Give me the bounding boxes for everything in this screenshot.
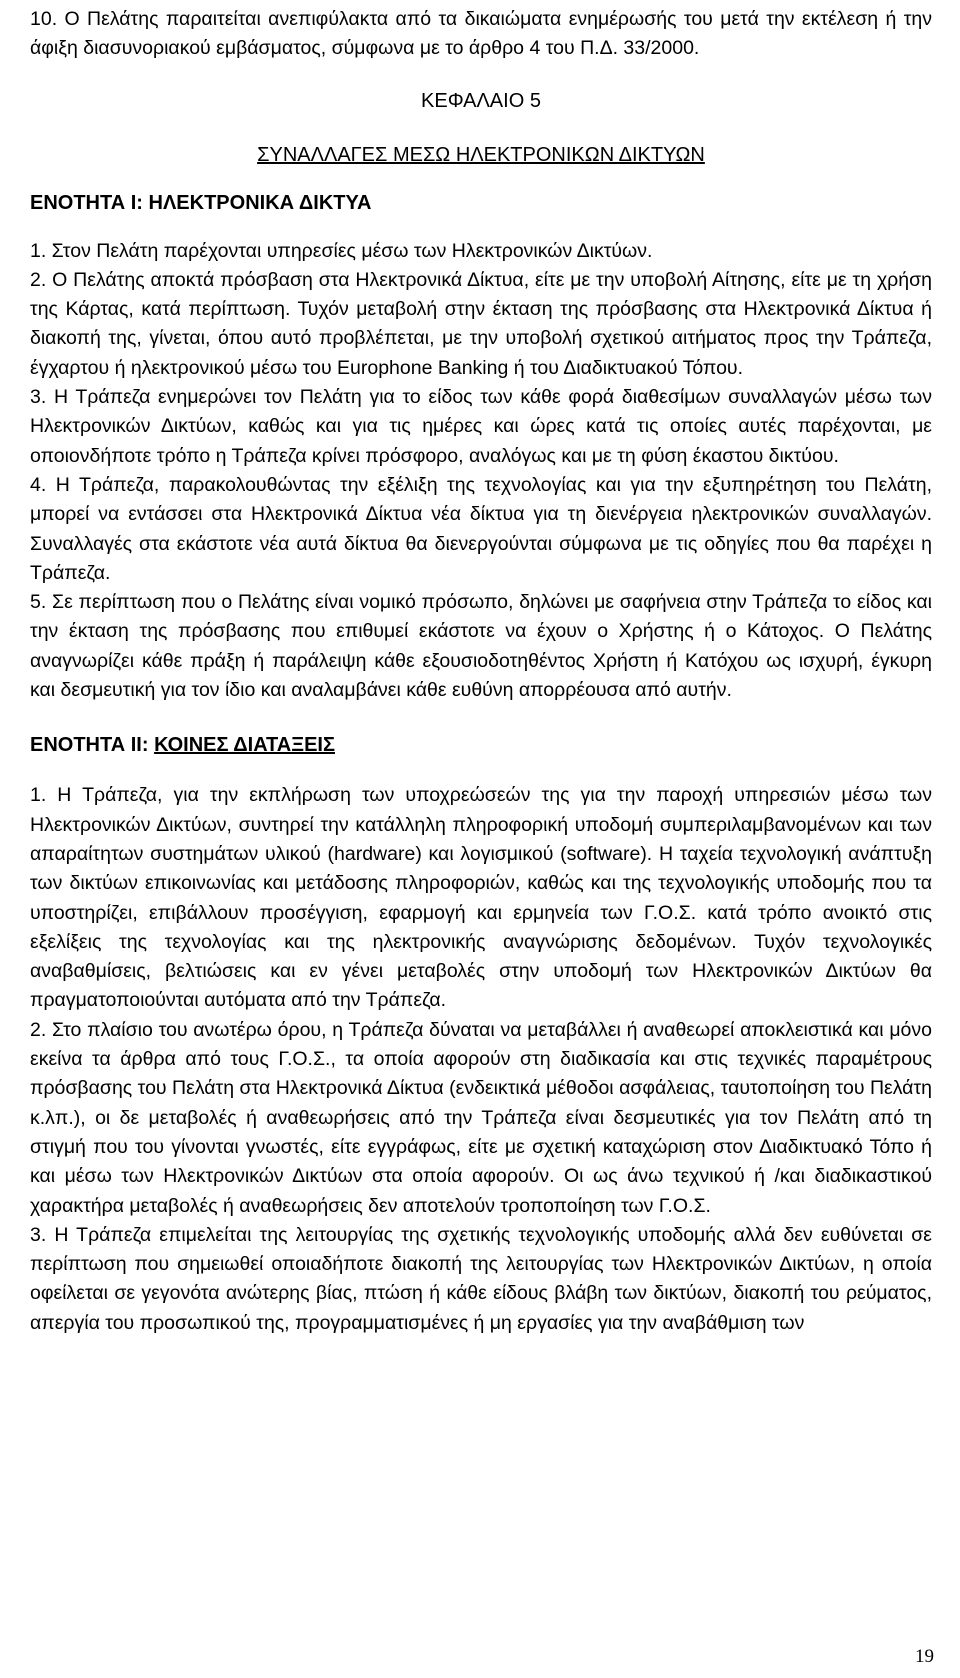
section-2-list [30, 781, 932, 1338]
section-1-item: 4. Η Τράπεζα, παρακολουθώντας την εξέλιξη της τεχνολογίας και για την εξυπηρέτηση του Πελάτη, μπορεί να εντάσσει στα Ηλεκτρονικά Δίκτυα νέα δίκτυα για τη διενέργεια ηλεκτρονικών συναλλαγών. Συναλλαγές στα εκάστοτε νέα αυτά δίκτυα θα διενεργούνται σύμφωνα με τις οδηγίες που θα παρέχει η Τράπεζα. [30, 473, 932, 584]
section-1-heading [30, 189, 932, 217]
section-2-heading [30, 731, 932, 759]
section-2-item: 2. Στο πλαίσιο του ανωτέρω όρου, η Τράπεζα δύναται να μεταβάλλει ή αναθεωρεί αποκλειστικά και μόνο εκείνα τα άρθρα από τους Γ.Ο.Σ., τα οποία αφορούν στη διαδικασία και στις τεχνικές παραμέτρους πρόσβασης του Πελάτη στα Ηλεκτρονικά Δίκτυα (ενδεικτικά μέθοδοι ασφάλειας, ταυτοποίηση του Πελάτη κ.λπ.), οι δε μεταβολές ή αναθεωρήσεις από την Τράπεζα είναι δεσμευτικές για τον Πελάτη από τη στιγμή που του γίνονται γνωστές, είτε εγγράφως, είτε με σχετική καταχώριση στον Διαδικτυακό Τόπο ή και μέσω των Ηλεκτρονικών Δικτύων στα οποία αφορούν. Οι ως άνω τεχνικού ή /και διαδικαστικού χαρακτήρα μεταβολές ή αναθεωρήσεις δεν αποτελούν τροποποίηση των Γ.Ο.Σ. [30, 1018, 932, 1217]
page-number: 19 [915, 1646, 934, 1667]
section-1-item: 2. Ο Πελάτης αποκτά πρόσβαση στα Ηλεκτρονικά Δίκτυα, είτε με την υποβολή Αίτησης, είτε με τη χρήση της Κάρτας, κατά περίπτωση. Τυχόν μεταβολή στην έκταση της πρόσβασης στα Ηλεκτρονικά Δίκτυα ή διακοπή της, γίνεται, όπου αυτό προβλέπεται, με την υποβολή σχετικού αιτήματος προς την Τράπεζα, έγχαρτου ή ηλεκτρονικού μέσω του Europhone Banking ή του Διαδικτυακού Τόπου. [30, 268, 932, 379]
section-1-item: 1. Στον Πελάτη παρέχονται υπηρεσίες μέσω των Ηλεκτρονικών Δικτύων. [30, 239, 653, 262]
chapter-title: ΣΥΝΑΛΛΑΓΕΣ ΜΕΣΩ ΗΛΕΚΤΡΟΝΙΚΩΝ ΔΙΚΤΥΩΝ [257, 143, 705, 166]
section-2-item: 1. Η Τράπεζα, για την εκπλήρωση των υποχρεώσεών της για την παροχή υπηρεσιών μέσω των Ηλεκτρονικών Δικτύων, συντηρεί την κατάλληλη πληροφορική υποδομή συμπεριλαμβανομένων και των απαραίτητων συστημάτων υλικού (hardware) και λογισμικού (software). Η ταχεία τεχνολογική ανάπτυξη των δικτύων επικοινωνίας και μετάδοσης πληροφοριών, καθώς και της τεχνολογικής υποδομής που τα υποστηρίζει, επιβάλλουν προσέγγιση, εφαρμογή και ερμηνεία των Γ.Ο.Σ. κατά τρόπο ανοικτό στις εξελίξεις της τεχνολογίας και της ηλεκτρονικής αναγνώρισης δεδομένων. Τυχόν τεχνολογικές αναβαθμίσεις, βελτιώσεις και εν γένει μεταβολές στην υποδομή των Ηλεκτρονικών Δικτύων θα πραγματοποιούνται αυτόματα από την Τράπεζα. [30, 784, 932, 1012]
section-1-title: ΗΛΕΚΤΡΟΝΙΚΑ ΔΙΚΤΥΑ [148, 191, 372, 214]
section-2-title: ΚΟΙΝΕΣ ΔΙΑΤΑΞΕΙΣ [154, 734, 335, 757]
section-2-prefix: ΕΝΟΤΗΤΑ ΙΙ: [30, 734, 155, 757]
document-page [30, 0, 932, 1338]
chapter-number: ΚΕΦΑΛΑΙΟ 5 [421, 89, 541, 112]
section-1-list [30, 237, 932, 706]
section-2-item: 3. Η Τράπεζα επιμελείται της λειτουργίας της σχετικής τεχνολογικής υποδομής αλλά δεν ευθύνεται σε περίπτωση που σημειωθεί οποιαδήποτε διακοπή της λειτουργίας των Ηλεκτρονικών Δικτύων, η οποία οφείλεται σε γεγονότα ανώτερης βίας, πτώση ή κάθε είδους βλάβη των δικτύων, διακοπή του ρεύματος, απεργία του προσωπικού της, προγραμματισμένες ή μη εργασίες για την αναβάθμιση των [30, 1223, 932, 1334]
intro-paragraph: 10. Ο Πελάτης παραιτείται ανεπιφύλακτα από τα δικαιώματα ενημέρωσής του μετά την εκτέλεση ή την άφιξη διασυνοριακού εμβάσματος, σύμφωνα με το άρθρο 4 του Π.Δ. 33/2000. [30, 8, 932, 60]
section-1-prefix: ΕΝΟΤΗΤΑ Ι: [30, 191, 149, 214]
section-1-item: 5. Σε περίπτωση που ο Πελάτης είναι νομικό πρόσωπο, δηλώνει με σαφήνεια στην Τράπεζα το είδος και την έκταση της πρόσβασης που επιθυμεί εκάστοτε να έχουν ο Χρήστης ή ο Κάτοχος. Ο Πελάτης αναγνωρίζει κάθε πράξη ή παράλειψη κάθε εξουσιοδοτηθέντος Χρήστη ή Κατόχου ως ισχυρή, έγκυρη και δεσμευτική για τον ίδιο και αναλαμβάνει κάθε ευθύνη απορρέουσα από αυτήν. [30, 591, 932, 702]
section-1-item: 3. Η Τράπεζα ενημερώνει τον Πελάτη για το είδος των κάθε φορά διαθεσίμων συναλλαγών μέσω των Ηλεκτρονικών Δικτύων, καθώς και για τις ημέρες και ώρες κατά τις οποίες αυτές παρέχονται, με οποιονδήποτε τρόπο η Τράπεζα κρίνει πρόσφορο, αναλόγως και με τη φύση έκαστου δικτύου. [30, 386, 932, 467]
